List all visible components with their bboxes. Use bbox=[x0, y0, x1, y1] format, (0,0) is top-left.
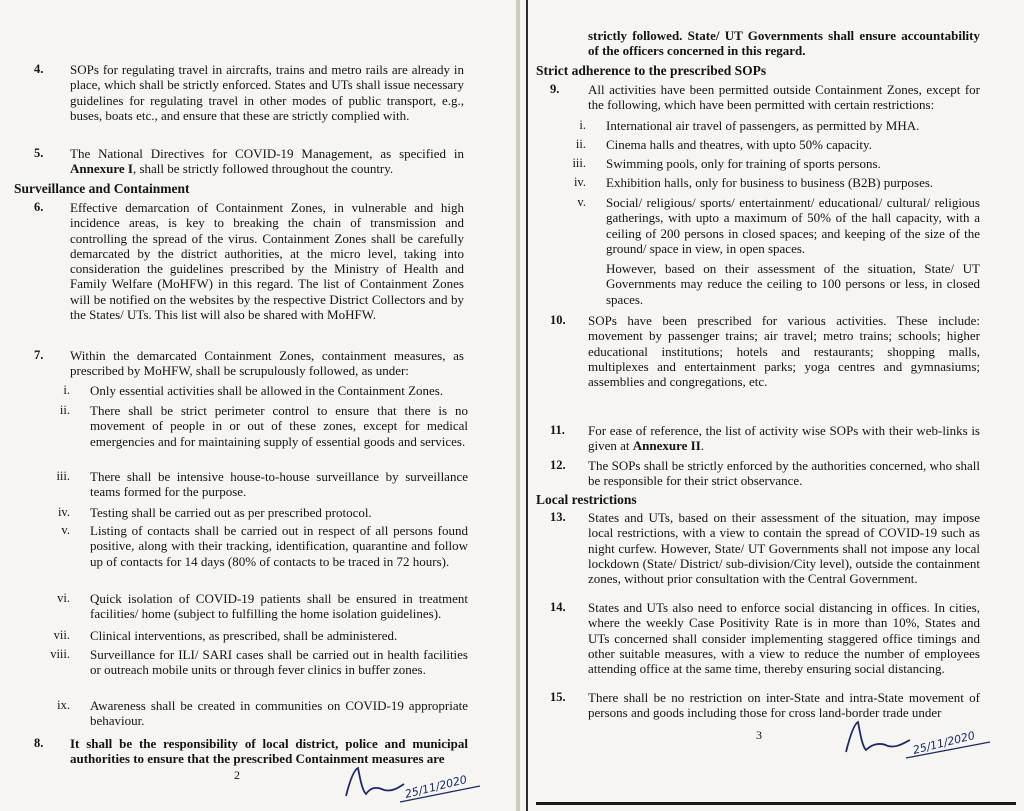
heading-surveillance-containment: Surveillance and Containment bbox=[14, 181, 190, 196]
sub-item-number: v. bbox=[577, 195, 586, 209]
item-14-number: 14. bbox=[550, 600, 566, 614]
item-8-number: 8. bbox=[34, 736, 44, 750]
sub-item-text: Only essential activities shall be allowed in the Containment Zones. bbox=[90, 383, 444, 398]
sub-item-number: iv. bbox=[573, 175, 586, 189]
continuation-text: strictly followed. State/ UT Governments shall ensure accountability of the officers concerned in this regard. bbox=[588, 28, 980, 59]
sub-item-text: Testing shall be carried out as per prescribed protocol. bbox=[90, 505, 372, 520]
item-14-text: States and UTs also need to enforce social distancing in offices. In cities, where the weekly Case Positivity Rate is in more than 10%, States and UTs concerned shall consider implementing staggered office timings and other suitable measures, with a view to reduce the number of employees attending office at the same time, thereby ensuring social distancing. bbox=[588, 600, 980, 677]
item-15-text: There shall be no restriction on inter-State and intra-State movement of persons and goods including those for cross land-border trade under bbox=[588, 690, 980, 721]
sub-item-text: Swimming pools, only for training of sports persons. bbox=[606, 156, 881, 171]
item-8-text: It shall be the responsibility of local district, police and municipal authorities to ensure that the prescribed Containment measures are bbox=[70, 736, 468, 767]
item-4-text: SOPs for regulating travel in aircrafts, trains and metro rails are already in place, which shall be strictly enforced. States and UTs shall issue necessary guidelines for regulating travel in other modes of public transport, e.g., buses, boats etc., and ensure that these are strictly complied with. bbox=[70, 62, 464, 123]
item-5-tail: , shall be strictly followed throughout the country. bbox=[132, 161, 394, 177]
signature-date: 25/11/2020 bbox=[911, 728, 977, 757]
item-5-number: 5. bbox=[34, 146, 44, 160]
item-10-text: SOPs have been prescribed for various activities. These include: movement by passenger trains; air travel; metro trains; schools; higher educational institutions; hotels and restaurants; shopping malls, multiplexes and entertainment parks; yoga centres and gymnasiums; assemblies and congregations, etc. bbox=[588, 313, 980, 390]
annexure-ii-ref: Annexure II bbox=[632, 438, 701, 454]
sub-item-number: vi. bbox=[57, 591, 70, 605]
sub-item-text: Social/ religious/ sports/ entertainment/ educational/ cultural/ religious gatherings, with upto a maximum of 50% of the hall capacity, with a ceiling of 200 persons in closed spaces; and keeping of the size of the ground/ space in view, in open spaces. bbox=[606, 195, 980, 256]
item-11-lead: For ease of reference, the list of activity wise SOPs with their web-links is given at bbox=[588, 423, 980, 454]
page-number: 2 bbox=[234, 768, 240, 782]
item-12-text: The SOPs shall be strictly enforced by the authorities concerned, who shall be responsible for their strict observance. bbox=[588, 458, 980, 489]
sub-item-text: There shall be intensive house-to-house surveillance by surveillance teams formed for the purpose. bbox=[90, 469, 468, 500]
heading-local-restrictions: Local restrictions bbox=[536, 492, 637, 507]
item-12-number: 12. bbox=[550, 458, 566, 472]
right-document-page bbox=[520, 0, 1024, 811]
sub-item-number: iv. bbox=[57, 505, 70, 519]
annexure-i-ref: Annexure I bbox=[70, 161, 133, 177]
sub-item-number: ii. bbox=[575, 137, 586, 151]
item-15-number: 15. bbox=[550, 690, 566, 704]
sub-item-text: Listing of contacts shall be carried out in respect of all persons found positive, along with their tracking, identification, quarantine and follow up of contacts for 14 days (80% of contacts to be traced in 72 hours). bbox=[90, 523, 468, 569]
sub-item-text: Quick isolation of COVID-19 patients shall be ensured in treatment facilities/ home (subject to fulfilling the home isolation guidelines). bbox=[90, 591, 468, 622]
sub-item-text: Cinema halls and theatres, with upto 50% capacity. bbox=[606, 137, 872, 152]
item-6-text: Effective demarcation of Containment Zones, in vulnerable and high incidence areas, is key to breaking the chain of transmission and controlling the spread of the virus. Containment Zones shall be carefully demarcated by the district authorities, at the micro level, taking into consideration the guidelines prescribed by the Ministry of Health and Family Welfare (MoHFW) in this regard. The list of Containment Zones will be notified on the websites by the respective District Collectors and by the States/ UTs. This list will also be shared with MoHFW. bbox=[70, 200, 464, 323]
item-11-number: 11. bbox=[550, 423, 565, 437]
sub-item-number: ii. bbox=[59, 403, 70, 417]
item-7-number: 7. bbox=[34, 348, 44, 362]
handwritten-signature bbox=[840, 712, 1010, 766]
handwritten-signature bbox=[340, 760, 500, 808]
item-9-number: 9. bbox=[550, 82, 560, 96]
item-5-text bbox=[70, 146, 464, 177]
item-13-text: States and UTs, based on their assessment of the situation, may impose local restrictions, with a view to contain the spread of COVID-19 such as night curfew. However, State/ UT Governments shall not impose any local lockdown (State/ District/ sub-division/City level), outside the containment zones, without prior consultation with the Central Government. bbox=[588, 510, 980, 587]
sub-item-text: Awareness shall be created in communities on COVID-19 appropriate behaviour. bbox=[90, 698, 468, 729]
item-5-lead: The National Directives for COVID-19 Management, as specified in bbox=[70, 146, 464, 161]
bottom-border-line bbox=[536, 802, 1016, 805]
item-10-number: 10. bbox=[550, 313, 566, 327]
item-7-text: Within the demarcated Containment Zones, containment measures, as prescribed by MoHFW, shall be scrupulously followed, as under: bbox=[70, 348, 464, 379]
sub-item-text: Surveillance for ILI/ SARI cases shall be carried out in health facilities or outreach mobile units or through fever clinics in buffer zones. bbox=[90, 647, 468, 678]
sub-item-number: iii. bbox=[572, 156, 586, 170]
sub-item-text: There shall be strict perimeter control to ensure that there is no movement of people in or out of these zones, except for medical emergencies and for maintaining supply of essential goods and services. bbox=[90, 403, 468, 449]
item-6-number: 6. bbox=[34, 200, 44, 214]
item-4-number: 4. bbox=[34, 62, 44, 76]
sub-item-number: vii. bbox=[53, 628, 70, 642]
sub-item-number: iii. bbox=[56, 469, 70, 483]
item-11-tail: . bbox=[700, 438, 705, 454]
sub-item-text: International air travel of passengers, as permitted by MHA. bbox=[606, 118, 920, 133]
margin-rule bbox=[526, 0, 528, 811]
item-11-text bbox=[588, 423, 980, 454]
sub-item-number: i. bbox=[579, 118, 586, 132]
sub-item-number: v. bbox=[61, 523, 70, 537]
sub-item-text: Exhibition halls, only for business to business (B2B) purposes. bbox=[606, 175, 934, 190]
item-9-however-text: However, based on their assessment of the situation, State/ UT Governments may reduce the ceiling to 100 persons or less, in closed spaces. bbox=[606, 261, 980, 307]
page-number: 3 bbox=[756, 728, 762, 742]
sub-item-number: i. bbox=[63, 383, 70, 397]
signature-date: 25/11/2020 bbox=[403, 772, 469, 801]
item-13-number: 13. bbox=[550, 510, 566, 524]
sub-item-number: viii. bbox=[50, 647, 70, 661]
heading-strict-adherence: Strict adherence to the prescribed SOPs bbox=[536, 63, 767, 78]
sub-item-text: Clinical interventions, as prescribed, shall be administered. bbox=[90, 628, 398, 643]
sub-item-number: ix. bbox=[57, 698, 70, 712]
item-9-text: All activities have been permitted outside Containment Zones, except for the following, which have been permitted with certain restrictions: bbox=[588, 82, 980, 113]
